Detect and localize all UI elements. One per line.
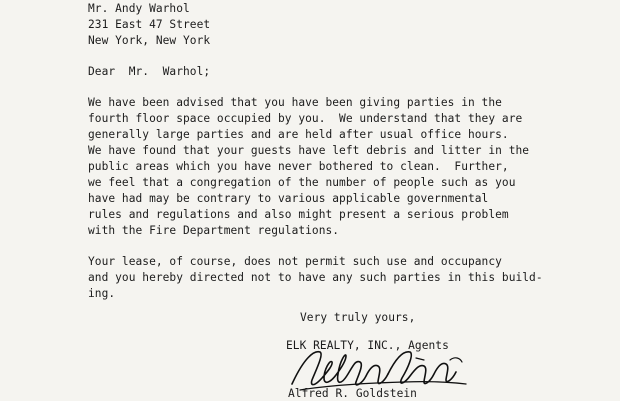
salutation: Dear Mr. Warhol; [88, 65, 211, 78]
paragraph-2-line-3: ing. [88, 287, 116, 300]
recipient-city: New York, New York [88, 34, 211, 47]
closing: Very truly yours, [300, 311, 416, 324]
paragraph-1-line-5: public areas which you have never bothered to clean. Further, [88, 160, 509, 173]
paragraph-2-line-2: and you hereby directed not to have any such parties in this build- [88, 271, 543, 284]
paragraph-1-line-2: fourth floor space occupied by you. We understand that they are [88, 112, 523, 125]
paragraph-1-line-4: We have found that your guests have left debris and litter in the [88, 144, 530, 157]
signer-name: Alfred R. Goldstein [288, 387, 417, 400]
paragraph-2-line-1: Your lease, of course, does not permit such use and occupancy [88, 255, 502, 268]
company-name: ELK REALTY, INC., Agents [286, 339, 449, 352]
paragraph-1-line-9: with the Fire Department regulations. [88, 224, 340, 237]
paragraph-1-line-3: generally large parties and are held after usual office hours. [88, 128, 509, 141]
paragraph-1-line-8: rules and regulations and also might present a serious problem [88, 208, 509, 221]
paragraph-1-line-7: have had may be contrary to various applicable governmental [88, 192, 489, 205]
paragraph-1-line-6: we feel that a congregation of the number of people such as you [88, 176, 516, 189]
paragraph-1-line-1: We have been advised that you have been giving parties in the [88, 96, 502, 109]
recipient-name: Mr. Andy Warhol [88, 2, 190, 15]
recipient-street: 231 East 47 Street [88, 18, 211, 31]
